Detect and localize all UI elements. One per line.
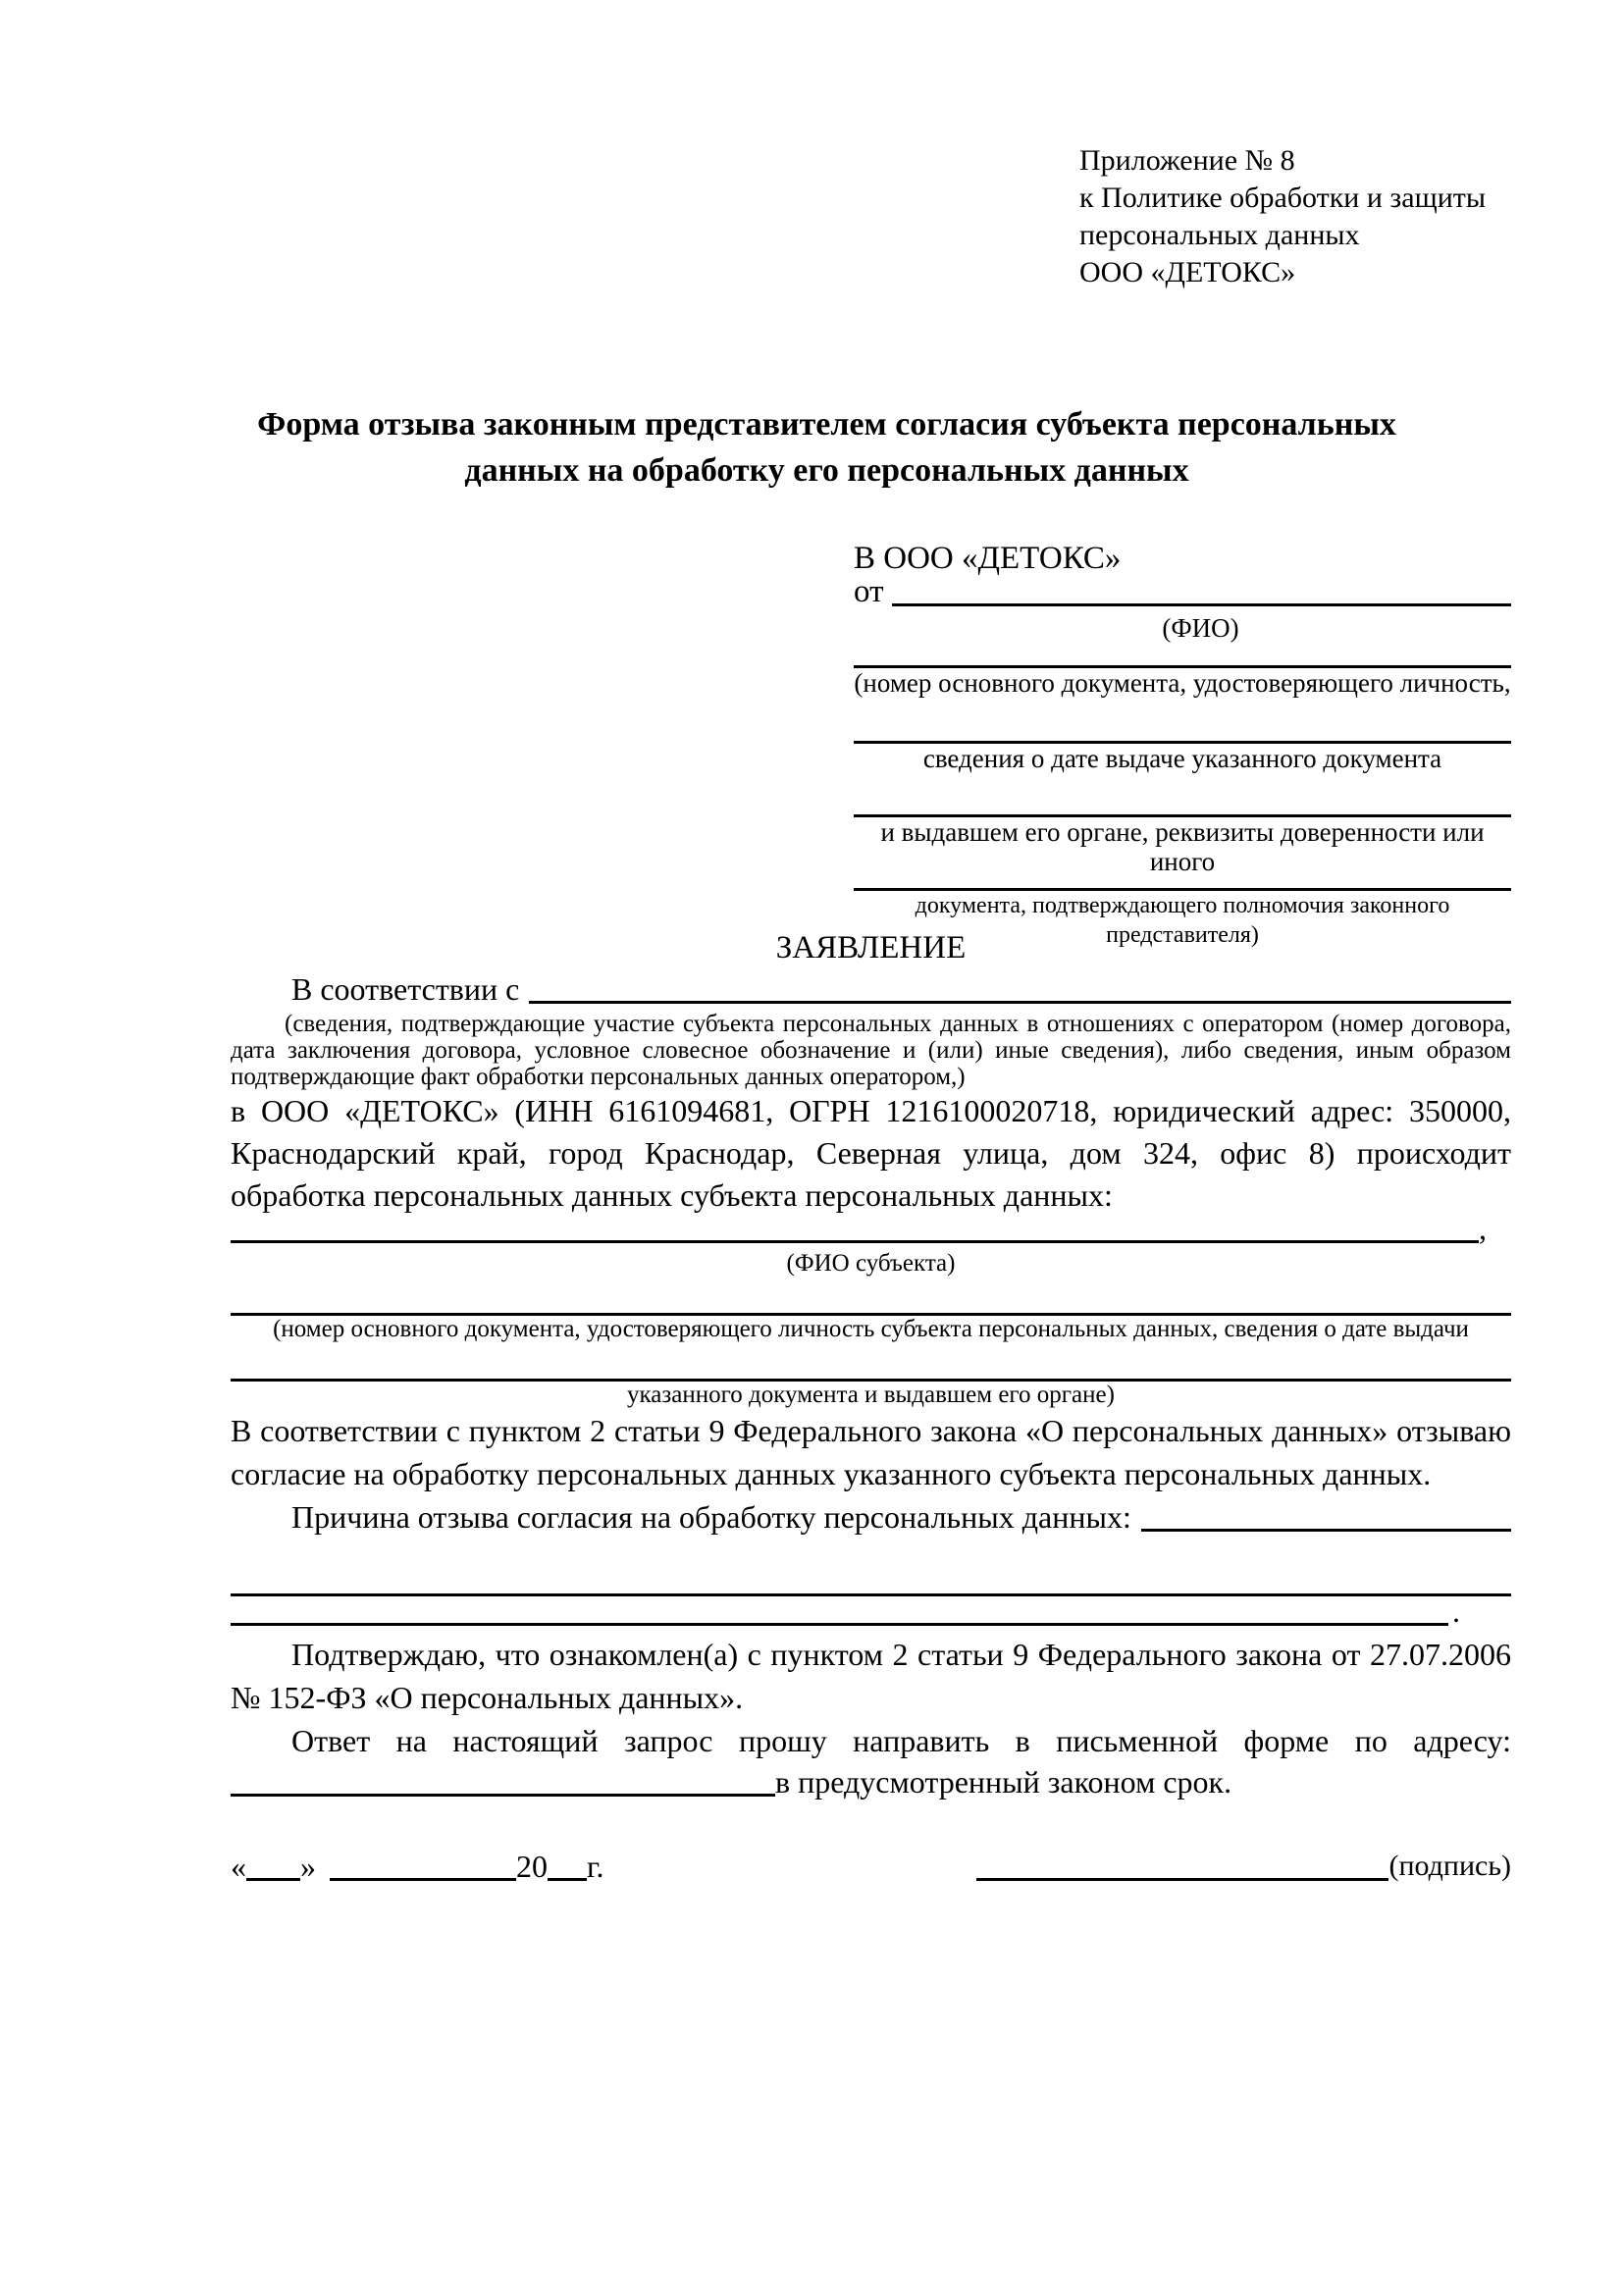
document-title: Форма отзыва законным представителем согласия субъекта персональных данных на обработку его персональных данных: [257, 406, 1396, 489]
reason-extra-row-2: [231, 1593, 1511, 1633]
reply-paragraph: Ответ на настоящий запрос прошу направить в письменной форме по адресу:: [291, 1723, 1511, 1758]
issuer-blank-line[interactable]: [854, 773, 1511, 817]
basis-blank-line[interactable]: [529, 1001, 1511, 1004]
date-open-quote: «: [231, 1849, 246, 1884]
addressee-from-row: [854, 576, 1511, 613]
date-close-quote: »: [300, 1849, 316, 1884]
fio-caption: (ФИО): [1162, 613, 1239, 643]
subject-doc-blank-line-1[interactable]: [231, 1278, 1511, 1316]
reply-suffix: в предусмотренный законом срок.: [775, 1764, 1232, 1800]
reply-address-blank-line[interactable]: [231, 1794, 775, 1797]
representative-fio-blank-line[interactable]: [892, 603, 1512, 606]
doc-number-blank-line[interactable]: [854, 643, 1511, 668]
signature-block: [976, 1845, 1511, 1888]
confirmation-paragraph: Подтверждаю, что ознакомлен(а) с пунктом 2 статьи 9 Федерального закона от 27.07.2006 № 152-ФЗ «О персональных данных».: [231, 1637, 1511, 1715]
basis-prefix: В соответствии с: [291, 971, 520, 1007]
reason-extra-blank-line-1[interactable]: [231, 1558, 1511, 1596]
date-year-prefix: 20: [516, 1849, 548, 1884]
doc-number-caption: (номер основного документа, удостоверяющего личность,: [854, 668, 1511, 698]
signature-caption: (подпись): [1388, 1850, 1511, 1882]
reason-blank-line[interactable]: [1141, 1529, 1511, 1532]
authority-doc-caption: документа, подтверждающего полномочия законного представителя): [915, 893, 1450, 948]
subject-fio-blank-line[interactable]: [231, 1240, 1479, 1243]
statement-heading: ЗАЯВЛЕНИЕ: [775, 930, 967, 965]
appendix-note: [1079, 142, 1511, 291]
addressee-organization: В ООО «ДЕТОКС»: [854, 541, 1122, 576]
reply-address-row: [231, 1762, 1511, 1803]
from-label: от: [854, 574, 884, 609]
signature-date-block: [231, 1845, 604, 1888]
basis-footnote: (сведения, подтверждающие участие субъекта персональных данных в отношениях с оператором (номер договора, дата заключения договора, условное словесное обозначение и (или) иные сведения), либо сведения, иным образом подтверждающие факт обработки персональных данных оператором,): [231, 1011, 1511, 1090]
reason-line-period: .: [1452, 1593, 1460, 1629]
issue-date-caption: сведения о дате выдаче указанного документа: [922, 744, 1442, 773]
signature-row: [231, 1849, 1511, 1888]
date-year-suffix: г.: [587, 1849, 604, 1884]
subject-doc-caption-2: указанного документа и выдавшем его органе): [627, 1382, 1115, 1408]
date-year-blank-line[interactable]: [548, 1878, 587, 1881]
date-day-blank-line[interactable]: [246, 1878, 300, 1881]
appendix-note-line-2: к Политике обработки и защиты: [1079, 182, 1487, 214]
operator-paragraph: в ООО «ДЕТОКС» (ИНН 6161094681, ОГРН 1216100020718, юридический адрес: 350000, Краснодарский край, город Краснодар, Северная улица, дом 324, офис 8) происходит обработка персональных данных субъекта персональных данных:: [231, 1093, 1511, 1213]
subject-fio-caption: (ФИО субъекта): [786, 1250, 956, 1277]
withdrawal-paragraph: В соответствии с пунктом 2 статьи 9 Федерального закона «О персональных данных» отзываю согласие на обработку персональных данных указанного субъекта персональных данных.: [231, 1413, 1511, 1491]
reason-prefix: Причина отзыва согласия на обработку персональных данных:: [291, 1499, 1131, 1535]
issuer-caption: и выдавшем его органе, реквизиты доверенности или иного: [880, 817, 1485, 876]
appendix-note-line-1: Приложение № 8: [1079, 144, 1295, 177]
date-month-blank-line[interactable]: [330, 1878, 516, 1881]
reason-extra-blank-line-2[interactable]: [231, 1623, 1448, 1626]
subject-doc-blank-line-2[interactable]: [231, 1343, 1511, 1382]
subject-line-comma: ,: [1479, 1211, 1487, 1246]
issue-date-blank-line[interactable]: [854, 698, 1511, 744]
addressee-block: [854, 537, 1511, 948]
signature-blank-line[interactable]: [976, 1878, 1388, 1881]
reason-row: [231, 1495, 1511, 1539]
reason-spacer: [231, 1539, 1511, 1558]
appendix-note-line-4: ООО «ДЕТОКС»: [1079, 256, 1296, 288]
basis-row: [231, 969, 1511, 1011]
appendix-note-line-3: персональных данных: [1079, 219, 1360, 251]
subject-fio-row: [231, 1211, 1511, 1250]
subject-doc-caption-1: (номер основного документа, удостоверяющего личность субъекта персональных данных, сведения о дате выдачи: [273, 1316, 1469, 1342]
